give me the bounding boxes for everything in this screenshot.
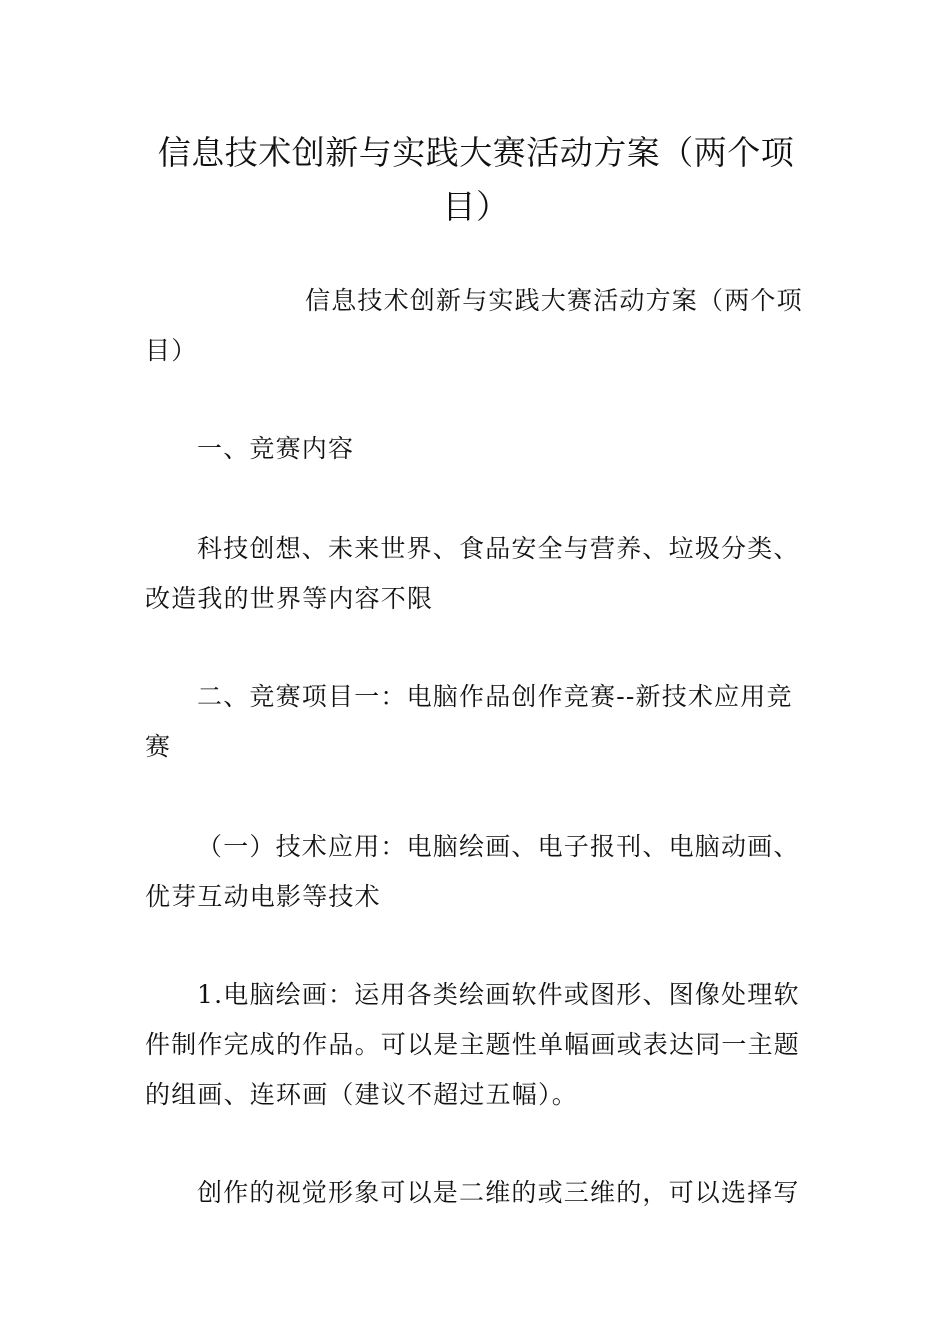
intro-paragraph: 信息技术创新与实践大赛活动方案（两个项目） <box>145 286 803 365</box>
section-heading-project-one: 二、竞赛项目一：电脑作品创作竞赛--新技术应用竞赛 <box>145 682 793 761</box>
content-paragraph: 科技创想、未来世界、食品安全与营养、垃圾分类、改造我的世界等内容不限 <box>145 534 800 613</box>
document-title: 信息技术创新与实践大赛活动方案（两个项目） <box>157 133 795 226</box>
subsection-heading-tech-application: （一）技术应用：电脑绘画、电子报刊、电脑动画、优芽互动电影等技术 <box>145 832 800 911</box>
computer-painting-paragraph: 1.电脑绘画：运用各类绘画软件或图形、图像处理软件制作完成的作品。可以是主题性单幅画或表达同一主题的组画、连环画（建议不超过五幅）。 <box>145 980 801 1109</box>
section-heading-content: 一、竞赛内容 <box>197 434 355 463</box>
visual-image-paragraph: 创作的视觉形象可以是二维的或三维的，可以选择写 <box>197 1178 800 1207</box>
